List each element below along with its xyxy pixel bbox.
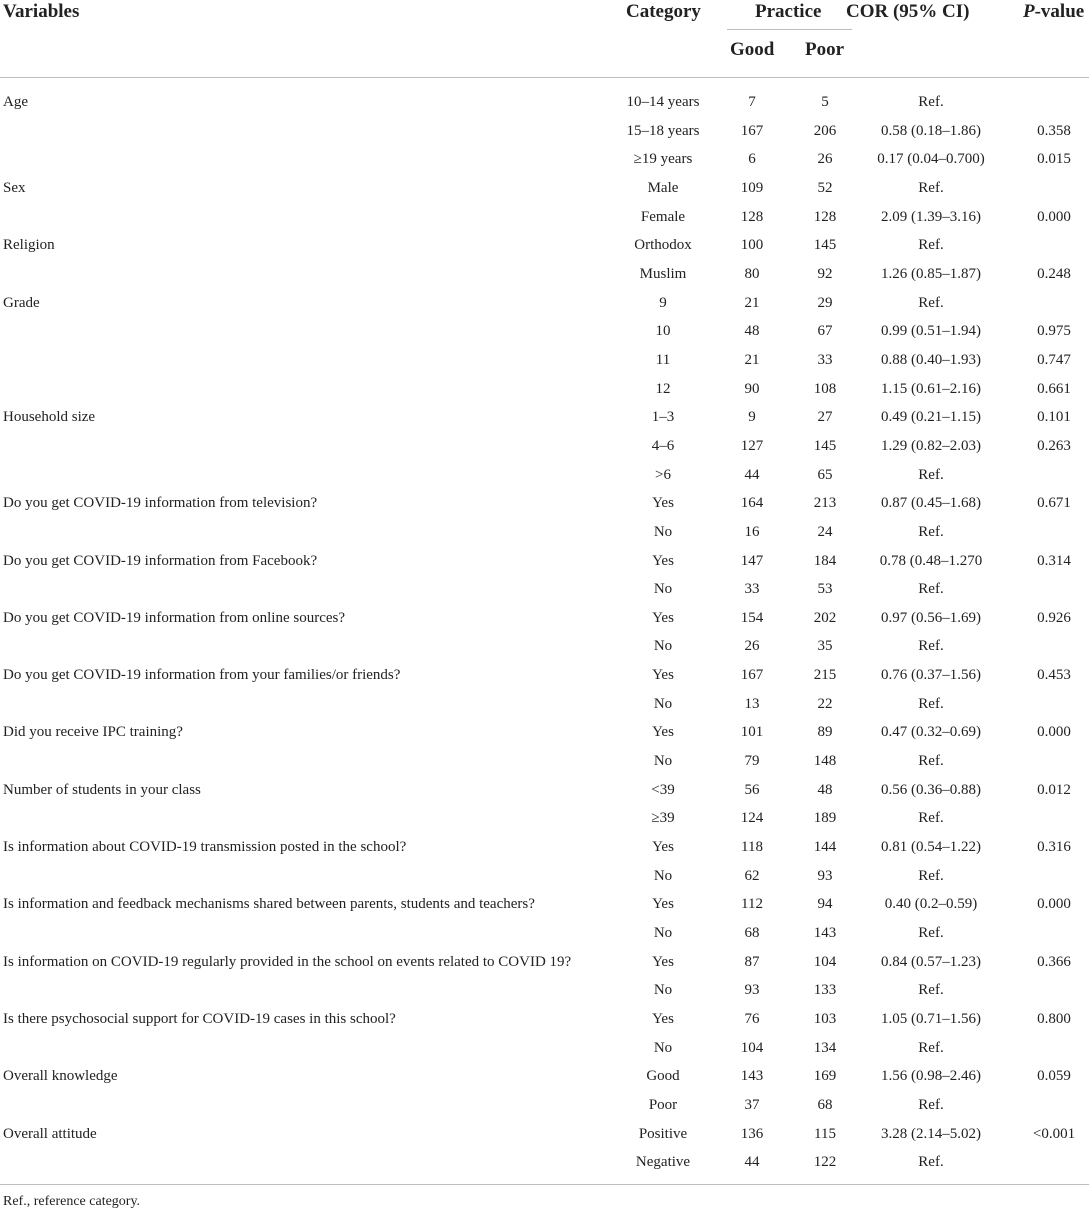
poor-count-cell: 27 [817,409,833,426]
header-poor: Poor [805,39,845,60]
p-value-cell: 0.000 [1037,724,1071,741]
category-cell: <39 [651,781,675,798]
good-count-cell: 6 [748,151,756,168]
header-rule [0,77,1089,78]
cor-cell: 0.40 (0.2–0.59) [884,896,978,913]
poor-count-cell: 202 [813,609,837,626]
table-row [0,690,1089,719]
category-cell: No [653,1039,673,1056]
p-value-cell: 0.263 [1037,437,1071,454]
cor-cell: 0.99 (0.51–1.94) [881,323,981,340]
cor-cell: Ref. [918,695,944,712]
table-row [0,375,1089,404]
table-row [0,890,1089,919]
category-cell: 10 [655,323,671,340]
poor-count-cell: 108 [813,380,837,397]
poor-count-cell: 52 [817,179,833,196]
good-count-cell: 93 [744,982,760,999]
good-count-cell: 118 [741,839,763,856]
category-cell: No [653,982,673,999]
cor-cell: Ref. [918,925,944,942]
cor-cell: 0.76 (0.37–1.56) [881,667,981,684]
category-cell: 11 [655,351,671,368]
table-row [0,317,1089,346]
variable-cell: Number of students in your class [3,781,201,798]
p-value-cell: 0.453 [1037,667,1071,684]
cor-cell: 0.17 (0.04–0.700) [877,151,985,168]
variable-cell: Sex [3,179,26,196]
good-count-cell: 7 [748,94,756,110]
cor-cell: 0.87 (0.45–1.68) [881,495,981,512]
table-row [0,403,1089,432]
cor-cell: Ref. [918,466,944,483]
good-count-cell: 167 [740,122,764,139]
good-count-cell: 80 [744,265,760,282]
p-value-cell: 0.661 [1037,380,1071,397]
poor-count-cell: 53 [817,581,833,598]
category-cell: 12 [655,380,671,397]
cor-cell: 0.47 (0.32–0.69) [881,724,981,741]
table-row [0,518,1089,547]
good-count-cell: 76 [744,1011,760,1027]
good-count-cell: 112 [741,896,763,913]
poor-count-cell: 184 [813,552,837,569]
table-row [0,174,1089,203]
poor-count-cell: 144 [813,839,837,856]
category-cell: 10–14 years [626,94,700,110]
poor-count-cell: 33 [817,351,833,368]
cor-cell: 0.58 (0.18–1.86) [881,122,981,139]
poor-count-cell: 48 [817,781,833,798]
category-cell: Yes [652,839,674,856]
poor-count-cell: 24 [817,523,833,540]
category-cell: Yes [652,552,674,569]
cor-cell: 0.84 (0.57–1.23) [881,953,981,970]
cor-cell: 1.15 (0.61–2.16) [881,380,981,397]
good-count-cell: 101 [740,724,764,741]
table-row [0,489,1089,518]
poor-count-cell: 89 [817,724,833,741]
table-row [0,1091,1089,1120]
variable-cell: Is information about COVID-19 transmission posted in the school? [3,839,407,856]
variable-cell: Religion [3,237,55,254]
category-cell: No [653,753,673,770]
cor-cell: 1.05 (0.71–1.56) [881,1011,981,1027]
variable-cell: Is there psychosocial support for COVID-19 cases in this school? [3,1011,396,1027]
variable-cell: Do you get COVID-19 information from television? [3,495,318,512]
header-category: Category [626,1,701,22]
good-count-cell: 154 [740,609,764,626]
poor-count-cell: 103 [813,1011,837,1027]
category-cell: Female [640,208,686,225]
table-row [0,1148,1089,1177]
poor-count-cell: 128 [813,208,837,225]
variable-cell: Did you receive IPC training? [3,724,183,741]
good-count-cell: 13 [744,695,760,712]
poor-count-cell: 93 [817,867,833,884]
good-count-cell: 136 [740,1125,764,1142]
table-row [0,604,1089,633]
category-cell: Good [646,1068,680,1085]
p-value-cell: 0.975 [1037,323,1071,340]
category-cell: Yes [652,724,674,741]
good-count-cell: 26 [744,638,760,655]
good-count-cell: 62 [744,867,760,884]
good-count-cell: 68 [744,925,760,942]
variable-cell: Is information on COVID-19 regularly provided in the school on events related to COVID 19? [3,953,572,970]
good-count-cell: 104 [740,1039,764,1056]
category-cell: No [653,867,673,884]
header-good: Good [730,39,775,60]
table-row [0,1062,1089,1091]
category-cell: No [653,695,673,712]
table-row [0,432,1089,461]
category-cell: Yes [652,953,674,970]
variable-cell: Overall knowledge [3,1068,118,1085]
good-count-cell: 44 [744,1154,760,1171]
good-count-cell: 87 [744,953,760,970]
cor-cell: 3.28 (2.14–5.02) [881,1125,981,1142]
poor-count-cell: 133 [813,982,837,999]
poor-count-cell: 213 [813,495,837,512]
good-count-cell: 167 [740,667,764,684]
category-cell: No [653,925,673,942]
poor-count-cell: 134 [813,1039,837,1056]
good-count-cell: 9 [748,409,756,426]
table-row [0,976,1089,1005]
poor-count-cell: 122 [813,1154,837,1171]
category-cell: No [653,581,673,598]
poor-count-cell: 145 [813,237,837,254]
table-row [0,547,1089,576]
cor-cell: 0.88 (0.40–1.93) [881,351,981,368]
cor-cell: Ref. [918,1154,944,1171]
cor-cell: 0.81 (0.54–1.22) [881,839,981,856]
table-row [0,661,1089,690]
p-value-cell: 0.316 [1037,839,1071,856]
category-cell: No [653,638,673,655]
table-row [0,145,1089,174]
variable-cell: Do you get COVID-19 information from online sources? [3,609,346,626]
poor-count-cell: 22 [817,695,833,712]
cor-cell: 1.29 (0.82–2.03) [881,437,981,454]
category-cell: Orthodox [634,237,692,254]
table-row [0,862,1089,891]
category-cell: 9 [659,294,667,311]
good-count-cell: 21 [744,294,760,311]
category-cell: Yes [652,896,674,913]
good-count-cell: 44 [744,466,760,483]
cor-cell: Ref. [918,94,944,110]
table-row [0,203,1089,232]
category-cell: Male [647,179,679,196]
poor-count-cell: 148 [813,753,837,770]
category-cell: Yes [652,609,674,626]
poor-count-cell: 115 [814,1125,836,1142]
good-count-cell: 33 [744,581,760,598]
category-cell: Muslim [639,265,687,282]
poor-count-cell: 104 [813,953,837,970]
category-cell: No [653,523,673,540]
poor-count-cell: 189 [813,810,837,827]
category-cell: 1–3 [651,409,675,426]
p-value-cell: 0.358 [1037,122,1071,139]
table-footnote: Ref., reference category. [3,1194,141,1209]
table-row [0,747,1089,776]
poor-count-cell: 65 [817,466,833,483]
table-row [0,632,1089,661]
category-cell: ≥39 [651,810,675,827]
good-count-cell: 124 [740,810,764,827]
table-row [0,833,1089,862]
practice-divider [727,29,852,30]
table-row [0,260,1089,289]
poor-count-cell: 68 [817,1096,833,1113]
table-row [0,117,1089,146]
cor-cell: Ref. [918,179,944,196]
variable-cell: Do you get COVID-19 information from Facebook? [3,552,318,569]
table-row [0,289,1089,318]
table-row [0,1034,1089,1063]
cor-cell: Ref. [918,581,944,598]
cor-cell: Ref. [918,523,944,540]
cor-cell: Ref. [918,1096,944,1113]
table-row [0,88,1089,117]
good-count-cell: 128 [740,208,764,225]
bottom-rule [0,1184,1089,1185]
p-value-cell: 0.015 [1037,151,1071,168]
cor-cell: 1.26 (0.85–1.87) [881,265,981,282]
category-cell: 4–6 [651,437,675,454]
good-count-cell: 48 [744,323,760,340]
cor-cell: 0.97 (0.56–1.69) [881,609,981,626]
category-cell: Positive [638,1125,688,1142]
p-value-cell: 0.366 [1037,953,1071,970]
cor-cell: 0.78 (0.48–1.270 [879,552,983,569]
good-count-cell: 16 [744,523,760,540]
p-value-cell: 0.000 [1037,896,1071,913]
table-row [0,1120,1089,1149]
p-value-cell: 0.747 [1037,351,1071,368]
category-cell: Yes [652,495,674,512]
good-count-cell: 79 [744,753,760,770]
good-count-cell: 164 [740,495,764,512]
p-value-cell: 0.314 [1037,552,1071,569]
header-p-rest: -value [1034,1,1085,22]
p-value-cell: 0.926 [1037,609,1071,626]
p-value-cell: 0.000 [1037,208,1071,225]
header-cor: COR (95% CI) [846,1,970,22]
good-count-cell: 90 [744,380,760,397]
table-row [0,804,1089,833]
table-row [0,718,1089,747]
good-count-cell: 127 [740,437,764,454]
poor-count-cell: 145 [813,437,837,454]
cor-cell: 0.56 (0.36–0.88) [881,781,981,798]
variable-cell: Grade [3,294,40,311]
table-row [0,231,1089,260]
category-cell: Poor [648,1096,678,1113]
cor-cell: 1.56 (0.98–2.46) [881,1068,981,1085]
cor-cell: Ref. [918,237,944,254]
cor-cell: Ref. [918,867,944,884]
poor-count-cell: 94 [817,896,833,913]
header-practice: Practice [755,1,822,22]
table-row [0,776,1089,805]
table-row [0,919,1089,948]
p-value-cell: <0.001 [1032,1125,1076,1142]
p-value-cell: 0.012 [1037,781,1071,798]
cor-cell: Ref. [918,753,944,770]
poor-count-cell: 92 [817,265,833,282]
table-row [0,1005,1089,1034]
good-count-cell: 56 [744,781,760,798]
variable-cell: Do you get COVID-19 information from your families/or friends? [3,667,401,684]
p-value-cell: 0.059 [1037,1068,1071,1085]
good-count-cell: 37 [744,1096,760,1113]
category-cell: Yes [652,1011,674,1027]
poor-count-cell: 5 [821,94,829,110]
poor-count-cell: 26 [817,151,833,168]
cor-cell: Ref. [918,1039,944,1056]
cor-cell: 0.49 (0.21–1.15) [881,409,981,426]
cor-cell: Ref. [918,982,944,999]
header-p-value [1023,1,1084,23]
cor-cell: Ref. [918,810,944,827]
variable-cell: Is information and feedback mechanisms shared between parents, students and teachers? [3,896,535,913]
p-value-cell: 0.101 [1037,409,1071,426]
cor-cell: Ref. [918,638,944,655]
good-count-cell: 21 [744,351,760,368]
p-value-cell: 0.248 [1037,265,1071,282]
variable-cell: Age [3,94,28,110]
table-row [0,461,1089,490]
good-count-cell: 100 [740,237,764,254]
variable-cell: Overall attitude [3,1125,97,1142]
good-count-cell: 147 [740,552,764,569]
table-header [0,0,1089,78]
category-cell: 15–18 years [626,122,700,139]
variable-cell: Household size [3,409,96,426]
poor-count-cell: 169 [813,1068,837,1085]
p-value-cell: 0.671 [1037,495,1071,512]
category-cell: ≥19 years [633,151,693,168]
poor-count-cell: 67 [817,323,833,340]
category-cell: Negative [635,1154,691,1171]
poor-count-cell: 215 [813,667,837,684]
table-row [0,346,1089,375]
poor-count-cell: 206 [813,122,837,139]
category-cell: >6 [655,466,671,483]
header-p-italic: P [1023,1,1035,22]
cor-cell: 2.09 (1.39–3.16) [881,208,981,225]
cor-cell: Ref. [918,294,944,311]
poor-count-cell: 143 [813,925,837,942]
good-count-cell: 143 [740,1068,764,1085]
header-variables: Variables [3,1,80,22]
poor-count-cell: 29 [817,294,833,311]
category-cell: Yes [652,667,674,684]
poor-count-cell: 35 [817,638,833,655]
good-count-cell: 109 [740,179,764,196]
table-body [0,88,1089,1177]
table-row [0,948,1089,977]
p-value-cell: 0.800 [1037,1011,1071,1027]
table-row [0,575,1089,604]
